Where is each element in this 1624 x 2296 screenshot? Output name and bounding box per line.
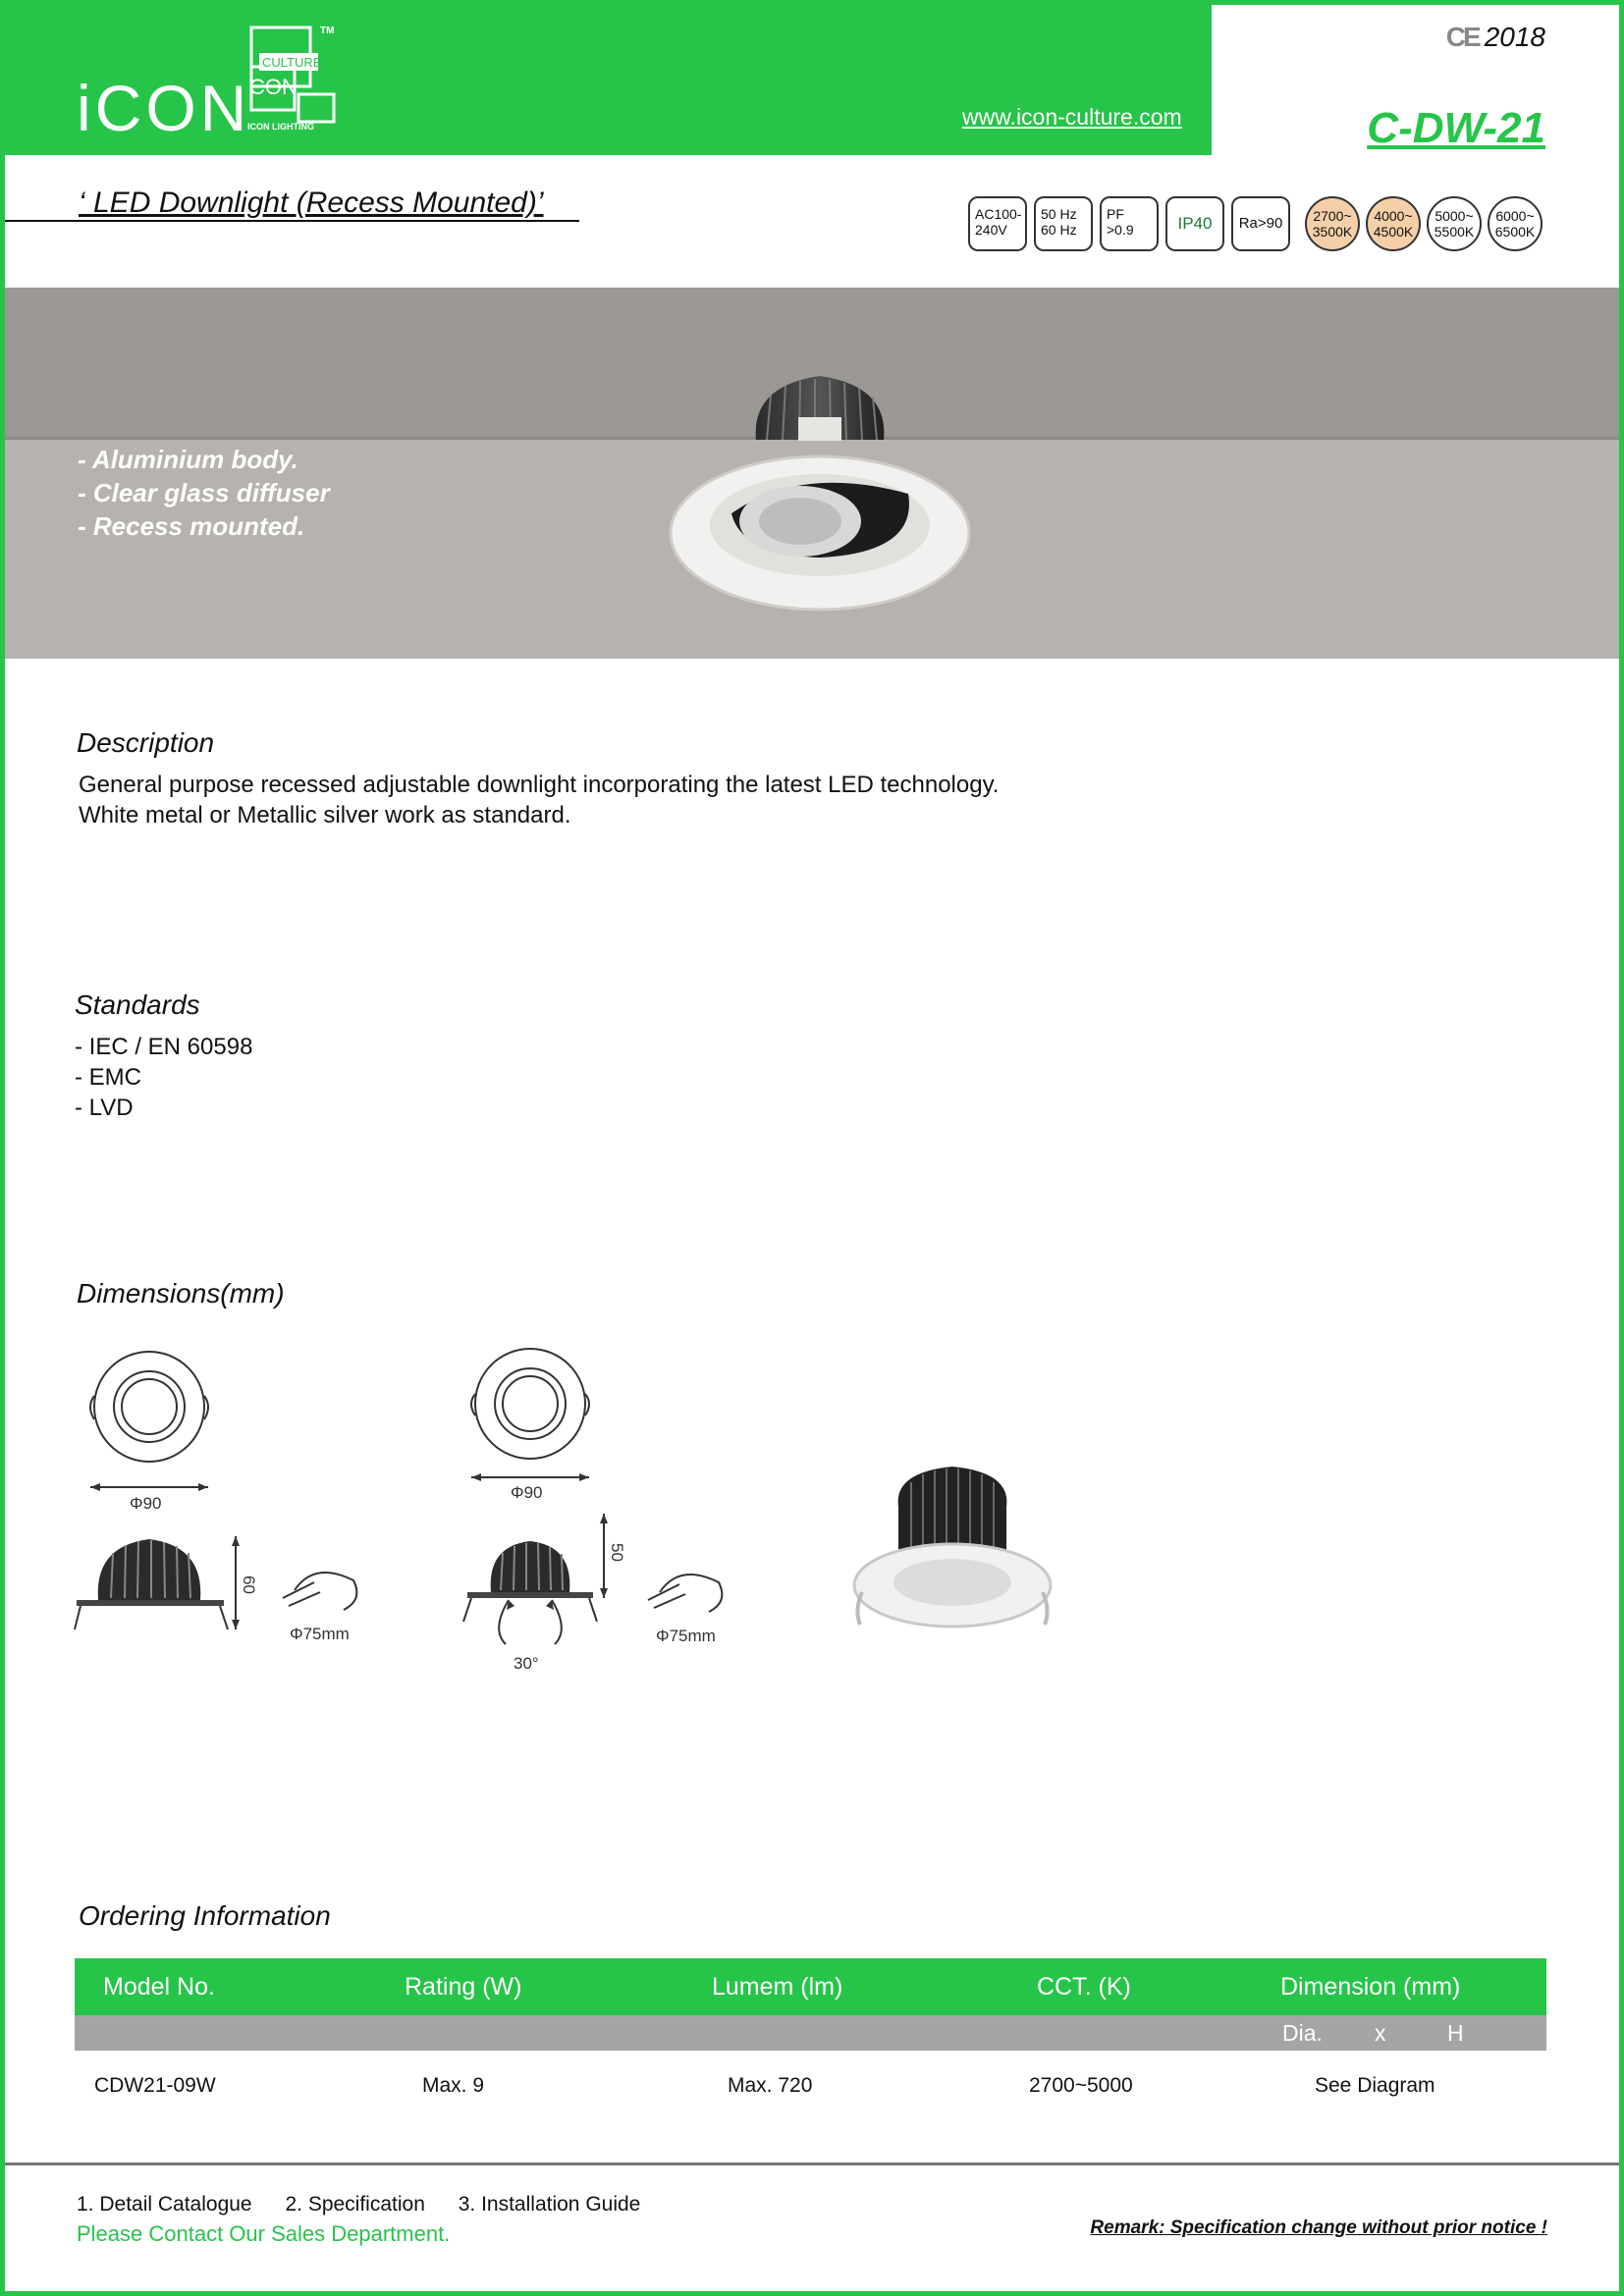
product-title: ‘ LED Downlight (Recess Mounted)’ [79,187,544,219]
brand-logo: iCON [77,72,251,144]
d1-height: 60 [240,1575,258,1594]
product-render [854,1467,1051,1627]
d1-cutout: Φ75mm [290,1625,350,1643]
description-text [79,770,999,830]
footer-divider [5,2163,1619,2165]
feature-item: - Recess mounted. [78,511,305,541]
cct-5000-5500: 5000~ 5500K [1427,196,1482,251]
model-code: C-DW-21 [1367,104,1545,152]
logo-sub: ICON LIGHTING [247,122,314,132]
col-dimension: Dimension (mm) [1280,1972,1461,2001]
cell-model: CDW21-09W [94,2074,216,2097]
ce-year [1446,22,1545,53]
ce-mark-icon: CE [1445,22,1479,52]
downlight-photo [653,347,987,651]
table-row [75,2051,1546,2125]
cutout-icon-1 [283,1573,356,1610]
standard-item: - IEC / EN 60598 [75,1034,253,1060]
col-rating: Rating (W) [405,1972,522,2001]
website-link[interactable]: www.icon-culture.com [962,104,1182,130]
d2-cutout: Φ75mm [656,1627,716,1645]
dimensions-heading: Dimensions(mm) [77,1278,285,1308]
d2-angle: 30° [514,1654,539,1673]
description-line: White metal or Metallic silver work as standard. [79,802,571,828]
d2-height: 50 [608,1543,626,1562]
standard-item: - LVD [75,1095,134,1121]
brand-mark-icon [247,24,346,132]
d2-diameter: Φ90 [511,1483,543,1502]
standard-item: - EMC [75,1064,141,1091]
cct-options [1305,196,1543,251]
description-heading: Description [77,727,215,758]
sub-dia: Dia. [1282,2020,1323,2046]
sub-x: x [1375,2020,1386,2046]
badge-power-factor: PF >0.9 [1100,196,1159,251]
table-subheader [75,2015,1546,2051]
cct-2700-3500: 2700~ 3500K [1305,196,1360,251]
footer-contact: Please Contact Our Sales Department. [77,2221,451,2246]
d1-diameter: Φ90 [130,1494,162,1513]
side-view-1 [75,1536,240,1629]
cell-dimension: See Diagram [1315,2074,1435,2097]
feature-list [78,443,330,543]
cutout-icon-2 [648,1575,722,1612]
title-underline [5,220,579,222]
top-view-2 [471,1349,589,1477]
col-cct: CCT. (K) [1037,1972,1131,2001]
cct-6000-6500: 6000~ 6500K [1488,196,1543,251]
feature-item: - Aluminium body. [78,445,298,474]
ordering-heading: Ordering Information [79,1900,331,1931]
hero-banner [5,288,1619,659]
sub-h: H [1447,2020,1464,2046]
logo-con: CON [249,75,298,99]
footer-remark: Remark: Specification change without prior notice ! [1090,2217,1547,2238]
feature-item: - Clear glass diffuser [78,478,330,507]
year: 2018 [1484,22,1545,52]
dimension-drawings [69,1335,1070,1679]
badge-frequency: 50 Hz 60 Hz [1034,196,1093,251]
side-view-2 [463,1514,608,1644]
badge-ip-rating: IP40 [1165,196,1224,251]
badge-voltage: AC100- 240V [968,196,1027,251]
logo-culture: CULTURE [262,55,322,70]
description-line: General purpose recessed adjustable downlight incorporating the latest LED technology. [79,772,1000,798]
link-specification[interactable]: 2. Specification [285,2193,425,2216]
trademark: TM [320,26,335,36]
table-header [75,1958,1546,2015]
cell-cct: 2700~5000 [1029,2074,1133,2097]
ordering-table [75,1958,1546,2125]
badge-cri: Ra>90 [1231,196,1290,251]
spec-badges [968,196,1543,251]
link-installation-guide[interactable]: 3. Installation Guide [458,2193,641,2216]
standards-list [75,1032,252,1123]
link-detail-catalogue[interactable]: 1. Detail Catalogue [77,2193,252,2216]
top-view-1 [90,1352,208,1487]
standards-heading: Standards [75,989,200,1020]
cell-lumen: Max. 720 [728,2074,813,2097]
cct-4000-4500: 4000~ 4500K [1366,196,1421,251]
cell-rating: Max. 9 [422,2074,485,2097]
col-lumen: Lumem (lm) [712,1972,843,2001]
footer-links [77,2193,668,2216]
col-model: Model No. [103,1972,215,2001]
